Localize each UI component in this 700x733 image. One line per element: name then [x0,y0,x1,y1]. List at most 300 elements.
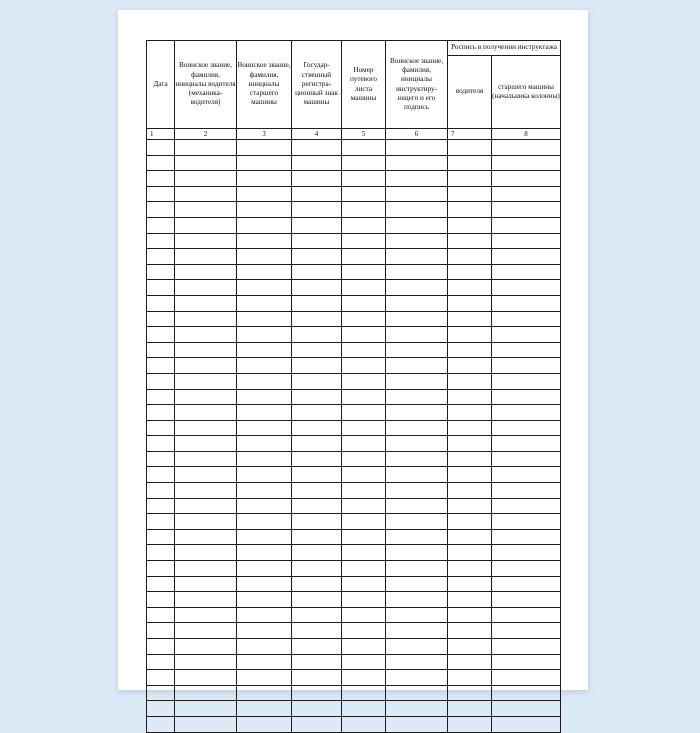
table-cell-senior[interactable] [237,140,292,156]
table-row[interactable] [147,451,561,467]
table-cell-sign_senior[interactable] [492,342,561,358]
table-row[interactable] [147,716,561,732]
table-cell-sign_senior[interactable] [492,327,561,343]
table-row[interactable] [147,483,561,499]
table-cell-sign_senior[interactable] [492,576,561,592]
table-row[interactable] [147,389,561,405]
table-cell-sign_driver[interactable] [448,264,492,280]
table-cell-sign_senior[interactable] [492,654,561,670]
table-cell-driver[interactable] [175,233,237,249]
table-cell-date[interactable] [147,498,175,514]
table-cell-driver[interactable] [175,202,237,218]
table-cell-waybill[interactable] [342,295,386,311]
table-cell-sign_senior[interactable] [492,280,561,296]
table-row[interactable] [147,342,561,358]
table-cell-sign_driver[interactable] [448,280,492,296]
table-cell-senior[interactable] [237,716,292,732]
table-cell-senior[interactable] [237,186,292,202]
table-cell-plate[interactable] [292,280,342,296]
table-cell-driver[interactable] [175,545,237,561]
table-cell-sign_driver[interactable] [448,249,492,265]
table-cell-date[interactable] [147,233,175,249]
table-cell-date[interactable] [147,701,175,717]
table-cell-sign_senior[interactable] [492,373,561,389]
table-cell-waybill[interactable] [342,264,386,280]
table-row[interactable] [147,420,561,436]
table-cell-waybill[interactable] [342,576,386,592]
table-cell-instructor[interactable] [386,576,448,592]
table-cell-date[interactable] [147,342,175,358]
table-cell-driver[interactable] [175,654,237,670]
table-cell-waybill[interactable] [342,498,386,514]
table-cell-driver[interactable] [175,420,237,436]
table-cell-plate[interactable] [292,592,342,608]
table-cell-date[interactable] [147,280,175,296]
table-cell-sign_senior[interactable] [492,529,561,545]
table-cell-driver[interactable] [175,467,237,483]
table-cell-sign_senior[interactable] [492,311,561,327]
table-cell-plate[interactable] [292,451,342,467]
table-cell-driver[interactable] [175,155,237,171]
table-cell-driver[interactable] [175,529,237,545]
table-cell-date[interactable] [147,467,175,483]
table-cell-sign_driver[interactable] [448,607,492,623]
table-row[interactable] [147,155,561,171]
table-cell-waybill[interactable] [342,514,386,530]
table-cell-waybill[interactable] [342,249,386,265]
table-cell-sign_senior[interactable] [492,358,561,374]
table-cell-plate[interactable] [292,405,342,421]
table-cell-sign_senior[interactable] [492,233,561,249]
table-cell-sign_driver[interactable] [448,467,492,483]
table-cell-date[interactable] [147,576,175,592]
table-cell-instructor[interactable] [386,155,448,171]
table-cell-senior[interactable] [237,483,292,499]
table-cell-date[interactable] [147,545,175,561]
table-row[interactable] [147,607,561,623]
table-cell-sign_senior[interactable] [492,264,561,280]
table-row[interactable] [147,529,561,545]
table-cell-waybill[interactable] [342,202,386,218]
table-cell-sign_senior[interactable] [492,514,561,530]
table-cell-driver[interactable] [175,670,237,686]
table-cell-waybill[interactable] [342,607,386,623]
table-row[interactable] [147,327,561,343]
table-cell-sign_driver[interactable] [448,327,492,343]
table-cell-instructor[interactable] [386,249,448,265]
table-cell-waybill[interactable] [342,436,386,452]
table-cell-date[interactable] [147,249,175,265]
table-cell-plate[interactable] [292,514,342,530]
table-cell-waybill[interactable] [342,592,386,608]
table-cell-senior[interactable] [237,217,292,233]
table-row[interactable] [147,670,561,686]
table-row[interactable] [147,639,561,655]
table-cell-senior[interactable] [237,685,292,701]
table-cell-instructor[interactable] [386,327,448,343]
table-cell-waybill[interactable] [342,529,386,545]
table-cell-senior[interactable] [237,514,292,530]
table-cell-waybill[interactable] [342,358,386,374]
table-cell-sign_driver[interactable] [448,451,492,467]
table-cell-waybill[interactable] [342,467,386,483]
table-cell-date[interactable] [147,420,175,436]
table-cell-plate[interactable] [292,701,342,717]
table-row[interactable] [147,233,561,249]
table-cell-instructor[interactable] [386,389,448,405]
table-row[interactable] [147,217,561,233]
table-row[interactable] [147,186,561,202]
table-cell-sign_driver[interactable] [448,545,492,561]
table-cell-instructor[interactable] [386,701,448,717]
table-cell-instructor[interactable] [386,233,448,249]
table-cell-plate[interactable] [292,467,342,483]
table-cell-senior[interactable] [237,389,292,405]
table-cell-driver[interactable] [175,327,237,343]
table-cell-sign_senior[interactable] [492,467,561,483]
table-cell-sign_driver[interactable] [448,592,492,608]
table-cell-date[interactable] [147,592,175,608]
table-cell-sign_driver[interactable] [448,217,492,233]
table-cell-instructor[interactable] [386,716,448,732]
table-cell-sign_senior[interactable] [492,202,561,218]
table-cell-sign_senior[interactable] [492,389,561,405]
table-cell-senior[interactable] [237,592,292,608]
table-cell-driver[interactable] [175,701,237,717]
table-cell-driver[interactable] [175,373,237,389]
table-cell-sign_driver[interactable] [448,389,492,405]
table-cell-plate[interactable] [292,342,342,358]
table-cell-instructor[interactable] [386,420,448,436]
table-cell-waybill[interactable] [342,405,386,421]
table-cell-waybill[interactable] [342,685,386,701]
table-cell-senior[interactable] [237,701,292,717]
table-cell-date[interactable] [147,295,175,311]
table-cell-driver[interactable] [175,436,237,452]
table-cell-senior[interactable] [237,545,292,561]
table-cell-sign_driver[interactable] [448,701,492,717]
table-cell-driver[interactable] [175,186,237,202]
table-cell-driver[interactable] [175,716,237,732]
table-cell-senior[interactable] [237,311,292,327]
table-cell-senior[interactable] [237,670,292,686]
table-cell-driver[interactable] [175,451,237,467]
table-cell-sign_driver[interactable] [448,514,492,530]
table-cell-driver[interactable] [175,171,237,187]
table-cell-sign_senior[interactable] [492,140,561,156]
table-cell-waybill[interactable] [342,420,386,436]
table-row[interactable] [147,654,561,670]
table-cell-instructor[interactable] [386,295,448,311]
table-cell-sign_driver[interactable] [448,373,492,389]
table-cell-senior[interactable] [237,155,292,171]
table-cell-date[interactable] [147,373,175,389]
table-cell-sign_senior[interactable] [492,217,561,233]
table-cell-plate[interactable] [292,202,342,218]
table-cell-sign_senior[interactable] [492,701,561,717]
table-cell-senior[interactable] [237,249,292,265]
table-row[interactable] [147,467,561,483]
table-cell-senior[interactable] [237,451,292,467]
table-cell-driver[interactable] [175,280,237,296]
table-row[interactable] [147,280,561,296]
table-row[interactable] [147,514,561,530]
table-cell-senior[interactable] [237,202,292,218]
table-cell-plate[interactable] [292,171,342,187]
table-cell-waybill[interactable] [342,623,386,639]
table-row[interactable] [147,592,561,608]
table-cell-waybill[interactable] [342,327,386,343]
table-cell-sign_driver[interactable] [448,685,492,701]
table-row[interactable] [147,249,561,265]
table-cell-instructor[interactable] [386,467,448,483]
table-cell-waybill[interactable] [342,373,386,389]
table-row[interactable] [147,311,561,327]
table-cell-driver[interactable] [175,483,237,499]
table-cell-waybill[interactable] [342,171,386,187]
table-cell-plate[interactable] [292,576,342,592]
table-cell-date[interactable] [147,514,175,530]
table-cell-instructor[interactable] [386,342,448,358]
table-cell-sign_senior[interactable] [492,155,561,171]
table-cell-sign_driver[interactable] [448,342,492,358]
table-cell-driver[interactable] [175,514,237,530]
table-cell-plate[interactable] [292,186,342,202]
table-cell-sign_driver[interactable] [448,405,492,421]
table-cell-date[interactable] [147,311,175,327]
table-cell-date[interactable] [147,358,175,374]
table-cell-waybill[interactable] [342,670,386,686]
table-cell-senior[interactable] [237,171,292,187]
table-cell-sign_driver[interactable] [448,670,492,686]
table-cell-date[interactable] [147,436,175,452]
table-cell-waybill[interactable] [342,155,386,171]
table-cell-date[interactable] [147,140,175,156]
table-cell-instructor[interactable] [386,545,448,561]
table-cell-sign_senior[interactable] [492,249,561,265]
table-cell-sign_driver[interactable] [448,171,492,187]
table-cell-instructor[interactable] [386,140,448,156]
table-cell-driver[interactable] [175,264,237,280]
table-cell-date[interactable] [147,716,175,732]
table-cell-senior[interactable] [237,436,292,452]
table-cell-instructor[interactable] [386,561,448,577]
table-cell-plate[interactable] [292,685,342,701]
table-cell-driver[interactable] [175,342,237,358]
table-cell-senior[interactable] [237,373,292,389]
table-cell-sign_senior[interactable] [492,623,561,639]
table-cell-plate[interactable] [292,358,342,374]
table-cell-sign_senior[interactable] [492,545,561,561]
table-cell-sign_driver[interactable] [448,311,492,327]
table-cell-plate[interactable] [292,373,342,389]
table-cell-sign_driver[interactable] [448,639,492,655]
table-cell-senior[interactable] [237,295,292,311]
table-cell-driver[interactable] [175,311,237,327]
table-cell-sign_senior[interactable] [492,451,561,467]
table-cell-instructor[interactable] [386,498,448,514]
table-cell-senior[interactable] [237,529,292,545]
table-cell-driver[interactable] [175,561,237,577]
table-cell-senior[interactable] [237,576,292,592]
table-cell-sign_senior[interactable] [492,186,561,202]
table-row[interactable] [147,295,561,311]
table-cell-instructor[interactable] [386,202,448,218]
table-cell-sign_senior[interactable] [492,561,561,577]
table-cell-sign_driver[interactable] [448,295,492,311]
table-cell-senior[interactable] [237,607,292,623]
table-cell-plate[interactable] [292,311,342,327]
table-cell-sign_driver[interactable] [448,233,492,249]
table-cell-instructor[interactable] [386,280,448,296]
table-cell-driver[interactable] [175,576,237,592]
table-cell-date[interactable] [147,639,175,655]
table-row[interactable] [147,685,561,701]
table-cell-sign_senior[interactable] [492,685,561,701]
table-cell-waybill[interactable] [342,140,386,156]
table-cell-driver[interactable] [175,623,237,639]
table-cell-sign_senior[interactable] [492,639,561,655]
table-cell-plate[interactable] [292,233,342,249]
table-cell-plate[interactable] [292,623,342,639]
table-cell-plate[interactable] [292,483,342,499]
table-cell-senior[interactable] [237,280,292,296]
table-cell-senior[interactable] [237,342,292,358]
table-cell-sign_driver[interactable] [448,483,492,499]
table-cell-instructor[interactable] [386,264,448,280]
table-cell-plate[interactable] [292,607,342,623]
table-cell-senior[interactable] [237,264,292,280]
table-cell-sign_senior[interactable] [492,405,561,421]
table-cell-senior[interactable] [237,233,292,249]
table-cell-instructor[interactable] [386,670,448,686]
table-cell-sign_driver[interactable] [448,576,492,592]
table-cell-sign_senior[interactable] [492,171,561,187]
table-cell-plate[interactable] [292,264,342,280]
table-cell-sign_senior[interactable] [492,498,561,514]
table-cell-plate[interactable] [292,217,342,233]
table-cell-plate[interactable] [292,670,342,686]
table-cell-waybill[interactable] [342,233,386,249]
table-row[interactable] [147,358,561,374]
table-cell-sign_senior[interactable] [492,420,561,436]
table-row[interactable] [147,171,561,187]
table-cell-instructor[interactable] [386,514,448,530]
table-cell-driver[interactable] [175,607,237,623]
table-cell-senior[interactable] [237,420,292,436]
table-cell-plate[interactable] [292,545,342,561]
table-cell-plate[interactable] [292,327,342,343]
table-cell-senior[interactable] [237,405,292,421]
table-cell-instructor[interactable] [386,217,448,233]
table-cell-date[interactable] [147,217,175,233]
table-cell-instructor[interactable] [386,639,448,655]
table-cell-waybill[interactable] [342,716,386,732]
table-cell-senior[interactable] [237,327,292,343]
table-cell-sign_driver[interactable] [448,186,492,202]
table-cell-sign_driver[interactable] [448,716,492,732]
table-cell-sign_driver[interactable] [448,654,492,670]
table-row[interactable] [147,498,561,514]
table-cell-waybill[interactable] [342,311,386,327]
table-cell-date[interactable] [147,654,175,670]
table-cell-date[interactable] [147,451,175,467]
table-cell-plate[interactable] [292,716,342,732]
table-row[interactable] [147,576,561,592]
table-cell-plate[interactable] [292,155,342,171]
table-cell-instructor[interactable] [386,358,448,374]
table-cell-driver[interactable] [175,140,237,156]
table-cell-instructor[interactable] [386,592,448,608]
table-cell-date[interactable] [147,405,175,421]
table-cell-instructor[interactable] [386,186,448,202]
table-cell-date[interactable] [147,202,175,218]
table-cell-waybill[interactable] [342,545,386,561]
table-cell-driver[interactable] [175,639,237,655]
table-cell-waybill[interactable] [342,280,386,296]
table-cell-sign_driver[interactable] [448,623,492,639]
table-row[interactable] [147,623,561,639]
table-cell-instructor[interactable] [386,654,448,670]
table-cell-driver[interactable] [175,295,237,311]
table-cell-instructor[interactable] [386,311,448,327]
table-cell-plate[interactable] [292,639,342,655]
table-cell-instructor[interactable] [386,405,448,421]
table-cell-date[interactable] [147,389,175,405]
table-cell-plate[interactable] [292,249,342,265]
table-cell-date[interactable] [147,561,175,577]
table-cell-instructor[interactable] [386,529,448,545]
table-row[interactable] [147,545,561,561]
table-cell-date[interactable] [147,607,175,623]
table-cell-date[interactable] [147,327,175,343]
table-cell-driver[interactable] [175,405,237,421]
table-cell-sign_driver[interactable] [448,140,492,156]
table-cell-senior[interactable] [237,498,292,514]
table-cell-sign_driver[interactable] [448,436,492,452]
table-cell-waybill[interactable] [342,217,386,233]
table-cell-driver[interactable] [175,498,237,514]
table-cell-waybill[interactable] [342,342,386,358]
table-cell-senior[interactable] [237,561,292,577]
table-cell-date[interactable] [147,155,175,171]
table-cell-date[interactable] [147,483,175,499]
table-cell-plate[interactable] [292,529,342,545]
table-cell-date[interactable] [147,171,175,187]
table-cell-plate[interactable] [292,561,342,577]
table-cell-driver[interactable] [175,217,237,233]
table-cell-senior[interactable] [237,639,292,655]
table-cell-driver[interactable] [175,685,237,701]
table-cell-waybill[interactable] [342,451,386,467]
table-cell-plate[interactable] [292,295,342,311]
table-cell-sign_driver[interactable] [448,498,492,514]
table-cell-date[interactable] [147,623,175,639]
table-cell-sign_senior[interactable] [492,670,561,686]
table-cell-waybill[interactable] [342,561,386,577]
table-cell-driver[interactable] [175,249,237,265]
table-cell-plate[interactable] [292,389,342,405]
table-cell-waybill[interactable] [342,389,386,405]
table-cell-sign_senior[interactable] [492,295,561,311]
table-cell-driver[interactable] [175,389,237,405]
table-cell-instructor[interactable] [386,483,448,499]
table-cell-waybill[interactable] [342,483,386,499]
table-cell-waybill[interactable] [342,701,386,717]
table-row[interactable] [147,140,561,156]
table-cell-senior[interactable] [237,654,292,670]
table-cell-instructor[interactable] [386,607,448,623]
